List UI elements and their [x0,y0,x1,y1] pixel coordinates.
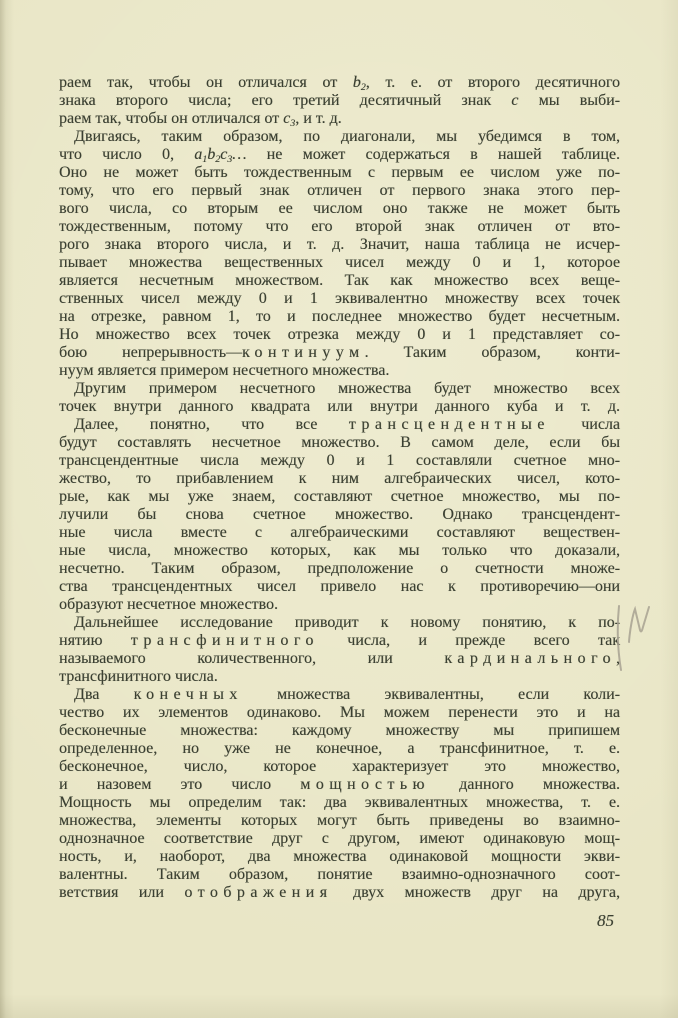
text-line [59,776,620,794]
text-segment-sub: 3 [227,153,233,165]
text-segment-math: a [194,146,203,163]
text-segment: Дальнейшее исследование приводит к новому понятию, к по- [74,614,620,631]
text-line [59,416,620,434]
text-segment: ные числа вместе с алгебраическими составляют веществен- [59,524,620,541]
text-segment: знака второго числа; его третий десятичный знак [59,92,512,109]
text-segment-spaced: трансфинитного [130,632,319,649]
text-line [59,884,620,902]
text-segment: пывает множества вещественных чисел между 0 и 1, которое [59,254,620,271]
text-line [59,290,620,308]
text-segment-math: b [352,74,361,91]
text-segment-spaced: конечных [133,686,243,703]
text-segment: ность, и, наоборот, два множества одинаковой мощности экви- [59,848,620,865]
text-segment: вого числа, со вторым ее числом оно также не может быть [59,200,620,217]
text-line [59,524,620,542]
text-segment: несчетно. Таким образом, предположение о счетности множе- [59,560,620,577]
text-line [59,200,620,218]
text-segment: образуют несчетное множество. [59,596,278,613]
text-segment: бесконечное, число, которое характеризует это множество, [59,758,620,775]
handwritten-margin-note [612,600,662,678]
text-segment: мы выби- [518,92,620,109]
text-line [59,578,620,596]
text-segment: нуум является примером несчетного множества. [59,362,390,379]
text-line [59,254,620,272]
text-segment-spaced: континуум [242,344,365,361]
text-line [59,74,620,92]
text-segment: . Таким образом, конти- [364,344,621,361]
text-segment-spaced: мощностью [300,776,430,793]
text-segment-math: c [511,92,519,109]
text-line [59,308,620,326]
text-segment: ственных чисел между 0 и 1 эквивалентно множеству всех точек [59,290,620,307]
text-segment: Но множество всех точек отрезка между 0 и 1 представляет со- [59,326,620,343]
text-segment: будут составлять несчетное множество. В самом деле, если бы [59,434,620,451]
text-segment: и назовем это число [59,776,301,793]
text-segment: трансфинитного числа. [59,668,218,685]
text-segment: однозначное соответствие друг с другом, имеют одинаковую мощ- [59,830,620,847]
text-line [59,812,620,830]
text-segment: жество, то прибавлением к ним алгебраических чисел, кото- [59,470,620,487]
text-block [59,74,620,902]
text-segment: трансцендентные числа между 0 и 1 составляли счетное мно- [59,452,620,469]
text-segment: валентны. Таким образом, понятие взаимно-однозначного соот- [59,866,620,883]
text-line [59,830,620,848]
text-segment: Оно не может быть тождественным с первым ее числом уже по- [59,164,620,181]
text-segment: множества эквивалентны, если коли- [242,686,621,703]
text-segment: не может содержаться в нашей таблице. [246,146,620,163]
text-segment: рого знака второго числа, и т. д. Значит, наша таблица не исчер- [59,236,620,253]
text-segment: точек внутри данного квадрата или внутри данного куба и т. д. [59,398,620,415]
text-line [59,128,620,146]
text-line [59,380,620,398]
text-segment: двух множеств друг на друга, [332,884,620,901]
text-segment: чество их элементов одинаково. Мы можем перенести это и на [59,704,620,721]
text-segment: раем так, чтобы он отличался от [59,110,284,127]
text-segment: нятию [59,632,131,649]
text-line [59,614,620,632]
text-segment-math: c [283,110,291,127]
text-segment: Другим примером несчетного множества будет множество всех [74,380,620,397]
text-segment: что число 0, [59,146,195,163]
text-segment: Далее, понятно, что все [74,416,349,433]
text-segment-spaced: трансцендентные [348,416,550,433]
text-line [59,740,620,758]
text-segment: Двигаясь, таким образом, по диагонали, мы убедимся в том, [74,128,620,145]
text-segment: на отрезке, равном 1, то и последнее множество будет несчетным. [59,308,620,325]
text-line [59,794,620,812]
text-line [59,668,620,686]
text-line [59,434,620,452]
text-segment: числа [549,416,621,433]
text-segment-sub: 2 [360,81,366,93]
text-segment: множества, элементы которых могут быть приведены во взаимно- [59,812,620,829]
text-segment: ветствия или [59,884,185,901]
text-segment-spaced: отображения [184,884,333,901]
text-line [59,164,620,182]
text-segment: Два [74,686,134,703]
text-line [59,344,620,362]
text-segment: рые, как мы уже знаем, составляют счетное множество, мы по- [59,488,620,505]
text-segment: ные числа, множество которых, как мы только что доказали, [59,542,620,559]
text-line [59,218,620,236]
text-segment-sub: 3 [290,117,296,129]
text-segment: называемого количественного, или [59,650,445,667]
text-segment-spaced: кардинального [444,650,616,667]
text-line [59,272,620,290]
text-line [59,326,620,344]
page-number: 85 [597,911,614,930]
pencil-mark-icon [618,606,649,670]
text-segment-math: c [220,146,228,163]
text-line [59,236,620,254]
text-line [59,146,620,164]
text-line [59,110,620,128]
text-segment: Мощность мы определим так: два эквивалентных множества, т. е. [59,794,620,811]
text-segment: определенное, но уже не конечное, а трансфинитное, т. е. [59,740,620,757]
text-line [59,182,620,200]
text-line [59,632,620,650]
text-segment: числа, и прежде всего так [318,632,620,649]
text-line [59,506,620,524]
text-segment-sub: 2 [215,153,221,165]
text-segment-sub: 1 [202,153,208,165]
text-segment: , [616,650,620,667]
text-line [59,866,620,884]
text-line [59,92,620,110]
text-line [59,596,620,614]
text-line [59,704,620,722]
text-line [59,542,620,560]
text-line [59,560,620,578]
text-line [59,362,620,380]
text-line [59,488,620,506]
text-line [59,686,620,704]
text-line [59,722,620,740]
text-segment: , и т. д. [295,110,342,127]
text-line [59,848,620,866]
text-line [59,758,620,776]
text-segment: , т. е. от второго десятичного [365,74,621,91]
text-segment: ства трансцендентных чисел привело нас к противоречию—они [59,578,620,595]
text-segment-math: … [232,146,247,163]
text-segment: бою непрерывность— [59,344,243,361]
text-segment: тому, что его первый знак отличен от первого знака этого пер- [59,182,620,199]
text-line [59,398,620,416]
text-segment: является несчетным множеством. Так как множество всех веще- [59,272,620,289]
text-segment: данного множества. [429,776,621,793]
text-segment: лучили бы снова счетное множество. Однако трансцендент- [59,506,620,523]
text-line [59,452,620,470]
text-line [59,650,620,668]
text-segment-math: b [207,146,216,163]
text-segment: тождественным, потому что его второй знак отличен от вто- [59,218,620,235]
text-segment: раем так, чтобы он отличался от [59,74,353,91]
text-line [59,470,620,488]
text-segment: бесконечные множества: каждому множеству мы припишем [59,722,620,739]
